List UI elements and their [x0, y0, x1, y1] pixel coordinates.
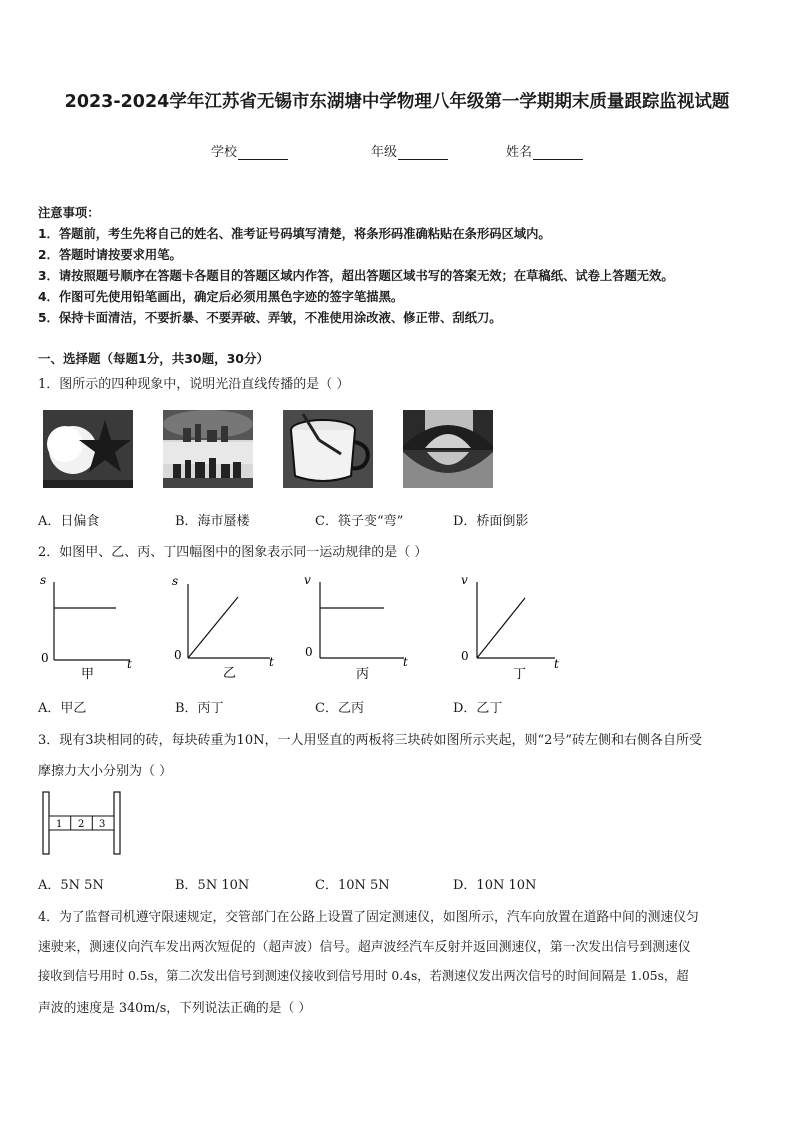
brick-clamp-figure: [38, 790, 128, 856]
q4-line: 接收到信号用时 0.5s，第二次发出信号到测速仪接收到信号用时 0.4s，若测速仪发出两次信号的时间间隔是 1.05s，超: [38, 969, 689, 983]
section-heading: 一、选择题（每题1分，共30题，30分）: [38, 351, 269, 366]
notice-item: 1．答题前，考生先将自己的姓名、准考证号码填写清楚，将条形码准确粘贴在条形码区域内。: [38, 227, 551, 241]
q3-stem-line1: 3．现有3块相同的砖，每块砖重为10N，一人用竖直的两板将三块砖如图所示夹起，则“2号”砖左侧和右侧各自所受: [38, 733, 703, 748]
chopsticks-in-cup-photo: [283, 410, 373, 488]
q1-option-c[interactable]: C．筷子变“弯”: [315, 514, 404, 529]
y-axis-label: s: [40, 573, 47, 587]
left-board: [43, 792, 49, 854]
x-axis-label: t: [269, 655, 274, 669]
graph-label: 丁: [513, 667, 527, 682]
graph-yi: [166, 570, 281, 685]
y-axis-label: s: [172, 574, 179, 588]
notice-heading: 注意事项：: [38, 206, 100, 220]
q2-option-b[interactable]: B．丙丁: [175, 701, 224, 716]
notice-item: 4．作图可先使用铅笔画出，确定后必须用黑色字迹的签字笔描黑。: [38, 290, 404, 304]
graph-label: 甲: [81, 667, 95, 682]
graph-bing: [300, 570, 420, 685]
x-axis-label: t: [127, 657, 132, 671]
brick-3-label: 3: [99, 819, 106, 830]
q1-option-b[interactable]: B．海市蜃楼: [175, 514, 250, 529]
q3-option-a[interactable]: A．5N 5N: [38, 878, 104, 893]
origin-label: 0: [461, 649, 469, 663]
name-label: 姓名: [506, 145, 533, 160]
grade-field[interactable]: [371, 141, 448, 160]
school-field[interactable]: [211, 141, 288, 160]
x-axis-label: t: [403, 655, 408, 669]
notice-item: 3．请按照题号顺序在答题卡各题目的答题区域内作答，超出答题区域书写的答案无效；在草稿纸、试卷上答题无效。: [38, 269, 674, 283]
q2-stem: 2．如图甲、乙、丙、丁四幅图中的图象表示同一运动规律的是（ ）: [38, 545, 428, 560]
graph-jia: [34, 570, 144, 685]
graph-ding: [455, 570, 570, 685]
q2-option-c[interactable]: C．乙丙: [315, 701, 364, 716]
y-axis-label: v: [461, 573, 468, 587]
origin-label: 0: [305, 645, 313, 659]
q4-line: 4．为了监督司机遵守限速规定，交管部门在公路上设置了固定测速仪，如图所示，汽车向放置在道路中间的测速仪匀: [38, 910, 699, 925]
q3-stem-line2: 摩擦力大小分别为（ ）: [38, 764, 173, 779]
bridge-reflection-photo: [403, 410, 493, 488]
grade-label: 年级: [371, 145, 398, 160]
name-blank[interactable]: [533, 146, 583, 160]
q1-stem: 1．图所示的四种现象中，说明光沿直线传播的是（ ）: [38, 377, 350, 392]
q3-option-d[interactable]: D．10N 10N: [453, 878, 537, 893]
mirage-photo: [163, 410, 253, 488]
name-field[interactable]: [506, 141, 583, 160]
exam-title: 2023-2024学年江苏省无锡市东湖塘中学物理八年级第一学期期末质量跟踪监视试题: [64, 92, 730, 112]
q3-option-c[interactable]: C．10N 5N: [315, 878, 390, 893]
q4-line: 声波的速度是 340m/s，下列说法正确的是（ ）: [38, 1001, 312, 1016]
x-axis-label: t: [554, 657, 559, 671]
q1-option-a[interactable]: A．日偏食: [38, 514, 100, 529]
graph-line: [188, 597, 238, 658]
school-blank[interactable]: [238, 146, 288, 160]
y-axis-label: v: [304, 573, 311, 587]
solar-eclipse-photo: [43, 410, 133, 488]
notice-item: 2．答题时请按要求用笔。: [38, 248, 182, 262]
brick-2-label: 2: [78, 819, 85, 830]
school-label: 学校: [211, 145, 238, 160]
q3-option-b[interactable]: B．5N 10N: [175, 878, 250, 893]
q1-option-d[interactable]: D．桥面倒影: [453, 514, 529, 529]
origin-label: 0: [174, 648, 182, 662]
grade-blank[interactable]: [398, 146, 448, 160]
q2-option-a[interactable]: A．甲乙: [38, 701, 87, 716]
brick-1-label: 1: [56, 819, 63, 830]
graph-line: [477, 598, 525, 658]
graph-label: 丙: [356, 667, 370, 682]
notice-item: 5．保持卡面清洁，不要折暴、不要弄破、弄皱，不准使用涂改液、修正带、刮纸刀。: [38, 311, 502, 325]
q4-line: 速驶来，测速仪向汽车发出两次短促的（超声波）信号。超声波经汽车反射并返回测速仪，第一次发出信号到测速仪: [38, 940, 691, 955]
right-board: [114, 792, 120, 854]
q2-option-d[interactable]: D．乙丁: [453, 701, 503, 716]
origin-label: 0: [41, 651, 49, 665]
graph-label: 乙: [223, 666, 237, 681]
